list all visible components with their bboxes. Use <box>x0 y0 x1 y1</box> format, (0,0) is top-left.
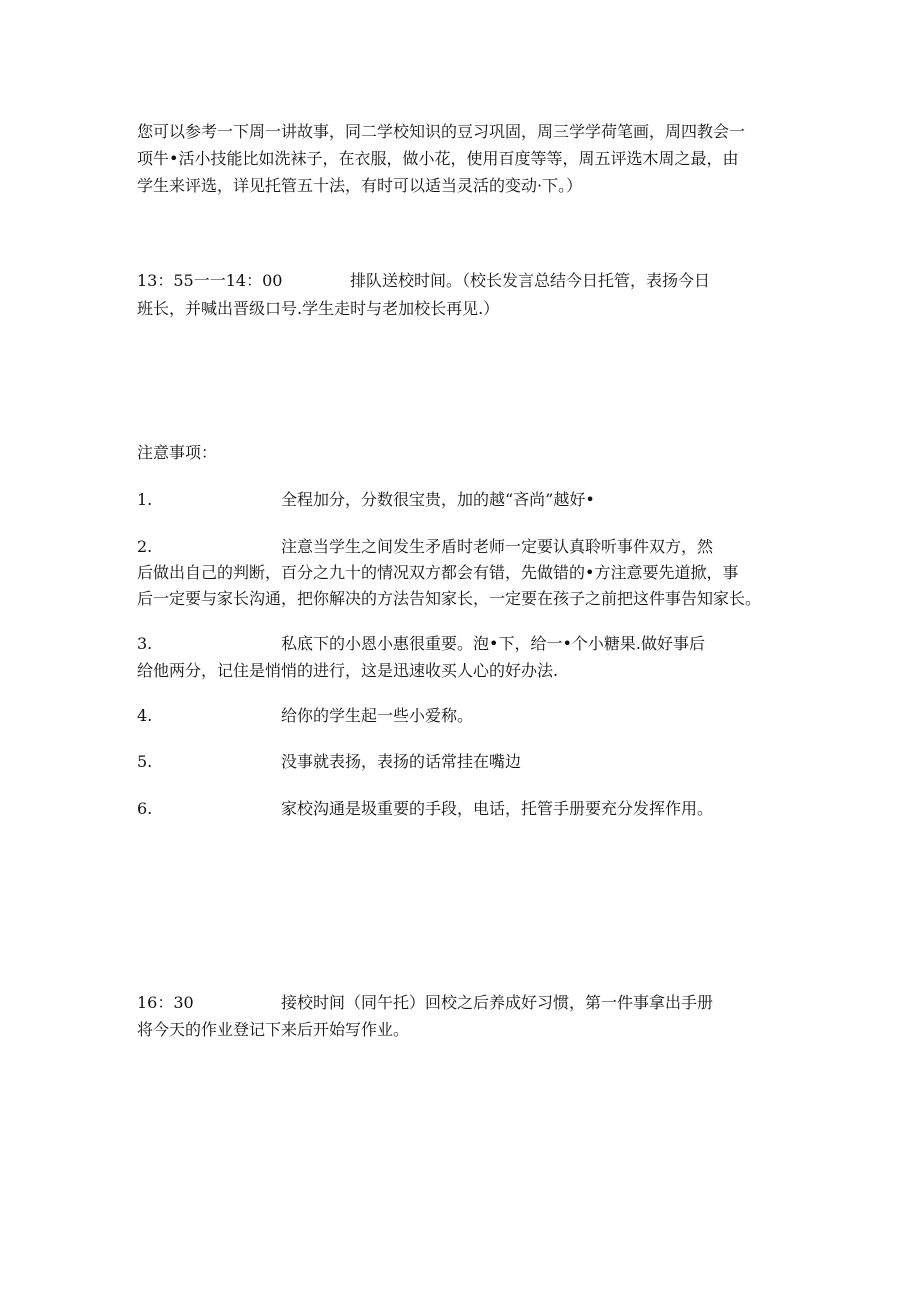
intro-line-2: 项牛•活小技能比如洗袜子，在衣服，做小花，使用百度等等，周五评选木周之最，由 <box>137 149 739 168</box>
pickup-line-1: 接校时间（同午托）回校之后养成好习惯，第一件事拿出手册 <box>281 993 714 1012</box>
intro-line-1: 您可以参考一下周一讲故事，同二学校知识的豆习巩固，周三学学荷笔画，周四教会一 <box>137 122 746 141</box>
dismissal-line-2: 班长，并喊出晋级口号.学生走时与老加校长再见.） <box>137 299 500 318</box>
note-text: 后做出自己的判断，百分之九十的情况双方都会有错，先做错的•方注意要先道掀，事 <box>137 563 739 582</box>
note-text: 全程加分，分数很宝贵，加的越“吝尚”越好• <box>281 490 595 509</box>
note-number: 6. <box>137 799 153 818</box>
intro-line-3: 学生来评选，详见托管五十法，有时可以适当灵活的变动·下。） <box>137 176 583 195</box>
note-number: 3. <box>137 634 153 653</box>
note-text: 家校沟通是圾重要的手段，电话，托管手册要充分发挥作用。 <box>281 799 714 818</box>
dismissal-time: 13：55一一14：00 <box>137 271 283 290</box>
note-text: 给他两分，记住是悄悄的进行，这是迅速收买人心的好办法. <box>137 661 559 680</box>
dismissal-line-1: 排队送校时间。（校长发言总结今日托管，表扬今日 <box>350 271 711 290</box>
note-number: 1. <box>137 490 153 509</box>
note-text: 后一定要与家长沟通，把你解决的方法告知家长，一定要在孩子之前把这件事告知家长。 <box>137 589 762 608</box>
note-text: 给你的学生起一些小爱称。 <box>281 706 474 725</box>
note-number: 2. <box>137 537 153 556</box>
note-number: 4. <box>137 706 153 725</box>
note-number: 5. <box>137 752 153 771</box>
note-text: 注意当学生之间发生矛盾时老师一定要认真聆听事件双方，然 <box>281 537 714 556</box>
notes-heading: 注意事项： <box>137 443 218 462</box>
note-text: 没事就表扬，表扬的话常挂在嘴边 <box>281 752 522 771</box>
note-text: 私底下的小恩小惠很重要。泡•下，给一•个小糖果.做好事后 <box>281 634 705 653</box>
pickup-time: 16：30 <box>137 993 194 1012</box>
pickup-line-2: 将今天的作业登记下来后开始写作业。 <box>137 1020 410 1039</box>
